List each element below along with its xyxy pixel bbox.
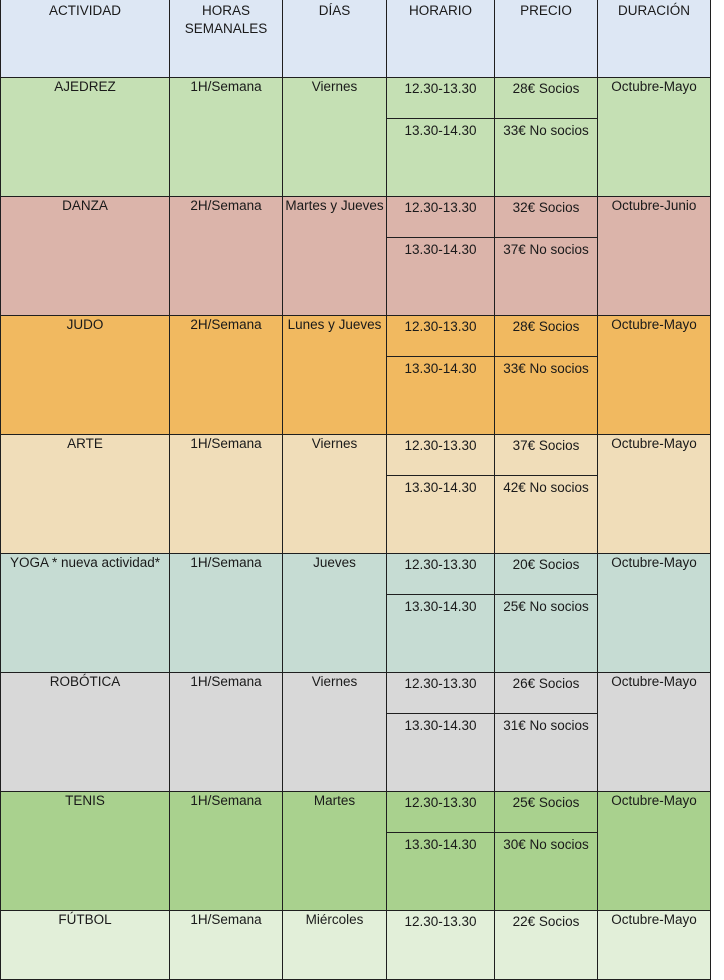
header-horas-semanales: HORAS SEMANALES xyxy=(170,0,283,78)
slot-price: 25€ Socios xyxy=(495,792,598,833)
activity-name: JUDO xyxy=(1,316,170,435)
activity-days: Martes xyxy=(283,792,387,911)
activity-days: Viernes xyxy=(283,673,387,792)
slot-time: 13.30-14.30 xyxy=(387,595,495,673)
activity-name: FÚTBOL xyxy=(1,911,170,980)
slot-time: 13.30-14.30 xyxy=(387,357,495,435)
activity-duration: Octubre-Mayo xyxy=(598,911,711,980)
activity-name: DANZA xyxy=(1,197,170,316)
header-duracion: DURACIÓN xyxy=(598,0,711,78)
slot-price: 37€ Socios xyxy=(495,435,598,476)
activity-hours: 1H/Semana xyxy=(170,911,283,980)
slot-time: 13.30-14.30 xyxy=(387,476,495,554)
activity-name: AJEDREZ xyxy=(1,78,170,197)
activity-name: TENIS xyxy=(1,792,170,911)
activity-name: ARTE xyxy=(1,435,170,554)
slot-time: 12.30-13.30 xyxy=(387,316,495,357)
slot-price: 28€ Socios xyxy=(495,316,598,357)
slot-time: 12.30-13.30 xyxy=(387,78,495,119)
header-row xyxy=(1,0,711,78)
activity-days: Lunes y Jueves xyxy=(283,316,387,435)
activity-days: Martes y Jueves xyxy=(283,197,387,316)
header-precio: PRECIO xyxy=(495,0,598,78)
slot-price: 28€ Socios xyxy=(495,78,598,119)
activity-row xyxy=(1,78,711,119)
slot-time: 12.30-13.30 xyxy=(387,911,495,980)
slot-time: 13.30-14.30 xyxy=(387,119,495,197)
activity-duration: Octubre-Mayo xyxy=(598,554,711,673)
activity-duration: Octubre-Mayo xyxy=(598,316,711,435)
header-actividad: ACTIVIDAD xyxy=(1,0,170,78)
activity-name: YOGA * nueva actividad* xyxy=(1,554,170,673)
slot-price: 30€ No socios xyxy=(495,833,598,911)
activity-hours: 2H/Semana xyxy=(170,197,283,316)
slot-time: 12.30-13.30 xyxy=(387,197,495,238)
slot-price: 32€ Socios xyxy=(495,197,598,238)
slot-price: 31€ No socios xyxy=(495,714,598,792)
activity-duration: Octubre-Mayo xyxy=(598,78,711,197)
activity-duration: Octubre-Junio xyxy=(598,197,711,316)
activity-row xyxy=(1,792,711,833)
slot-price: 26€ Socios xyxy=(495,673,598,714)
activity-hours: 1H/Semana xyxy=(170,78,283,197)
activity-row xyxy=(1,911,711,980)
slot-price: 33€ No socios xyxy=(495,357,598,435)
slot-time: 12.30-13.30 xyxy=(387,792,495,833)
activity-hours: 1H/Semana xyxy=(170,435,283,554)
activity-hours: 1H/Semana xyxy=(170,792,283,911)
slot-price: 37€ No socios xyxy=(495,238,598,316)
slot-price: 33€ No socios xyxy=(495,119,598,197)
slot-time: 13.30-14.30 xyxy=(387,238,495,316)
slot-price: 42€ No socios xyxy=(495,476,598,554)
activity-row xyxy=(1,316,711,357)
slot-time: 12.30-13.30 xyxy=(387,554,495,595)
activity-days: Miércoles xyxy=(283,911,387,980)
slot-time: 12.30-13.30 xyxy=(387,435,495,476)
activity-days: Jueves xyxy=(283,554,387,673)
activities-body xyxy=(1,78,711,980)
activity-row xyxy=(1,435,711,476)
activity-duration: Octubre-Mayo xyxy=(598,792,711,911)
activity-hours: 1H/Semana xyxy=(170,673,283,792)
activity-duration: Octubre-Mayo xyxy=(598,435,711,554)
activity-row xyxy=(1,673,711,714)
slot-time: 13.30-14.30 xyxy=(387,714,495,792)
activity-days: Viernes xyxy=(283,435,387,554)
activity-duration: Octubre-Mayo xyxy=(598,673,711,792)
slot-time: 12.30-13.30 xyxy=(387,673,495,714)
activity-days: Viernes xyxy=(283,78,387,197)
activity-row xyxy=(1,197,711,238)
slot-price: 25€ No socios xyxy=(495,595,598,673)
slot-price: 20€ Socios xyxy=(495,554,598,595)
activity-hours: 1H/Semana xyxy=(170,554,283,673)
slot-price: 22€ Socios xyxy=(495,911,598,980)
header-dias: DÍAS xyxy=(283,0,387,78)
activity-hours: 2H/Semana xyxy=(170,316,283,435)
activity-name: ROBÓTICA xyxy=(1,673,170,792)
activity-row xyxy=(1,554,711,595)
header-horario: HORARIO xyxy=(387,0,495,78)
slot-time: 13.30-14.30 xyxy=(387,833,495,911)
